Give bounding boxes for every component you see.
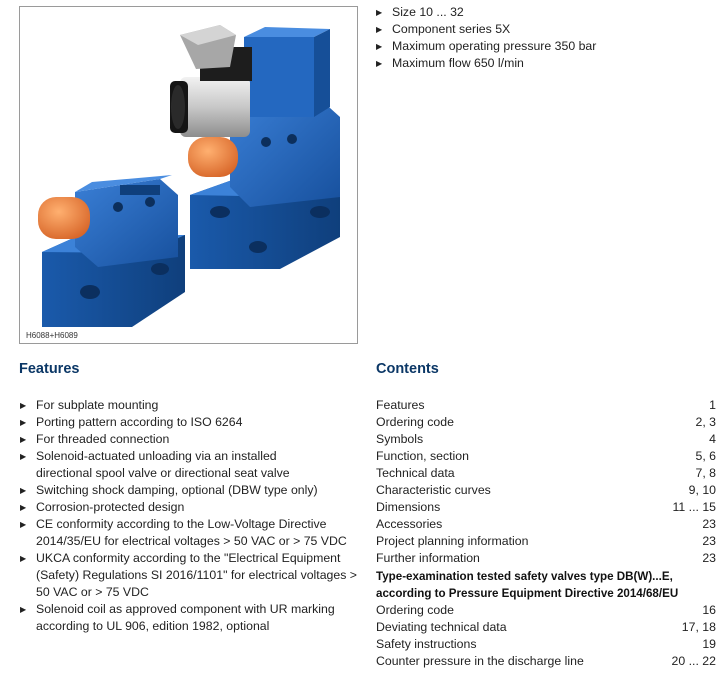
toc-label: Function, section — [376, 449, 469, 463]
spec-list — [375, 4, 596, 72]
toc-row[interactable] — [376, 653, 716, 670]
toc-page: 9, 10 — [688, 483, 716, 497]
toc-row[interactable] — [376, 533, 716, 550]
toc-row[interactable] — [376, 431, 716, 448]
toc-row[interactable] — [376, 636, 716, 653]
toc-subsection-heading: Type-examination tested safety valves type DB(W)...E, according to Pressure Equipment Directive 2014/68/EU — [376, 570, 679, 600]
toc-row[interactable] — [376, 499, 716, 516]
spec-item: ▶ Maximum flow 650 l/min — [375, 55, 596, 72]
toc-label: Characteristic curves — [376, 483, 491, 497]
features-heading: Features — [19, 361, 80, 377]
toc-row[interactable] — [376, 414, 716, 431]
toc-label: Counter pressure in the discharge line — [376, 654, 584, 668]
feature-item: ▶ For subplate mounting — [19, 397, 364, 414]
toc-label: Ordering code — [376, 603, 454, 617]
feature-item: ▶ CE conformity according to the Low-Voltage Directive 2014/35/EU for electrical voltages > 50 VAC or > 75 VDC — [19, 516, 356, 550]
toc-page: 23 — [702, 551, 716, 565]
toc-label: Project planning information — [376, 534, 529, 548]
spec-item: ▶ Size 10 ... 32 — [375, 4, 596, 21]
toc-row[interactable] — [376, 482, 716, 499]
toc-label: Symbols — [376, 432, 424, 446]
toc-page: 4 — [709, 432, 716, 446]
toc-page: 20 ... 22 — [671, 654, 716, 668]
toc-page: 23 — [702, 534, 716, 548]
feature-item: ▶ Solenoid coil as approved component with UR marking according to UL 906, edition 1982, optional — [19, 601, 371, 635]
left-valve — [38, 175, 185, 327]
toc-row[interactable] — [376, 602, 716, 619]
spec-item: ▶ Maximum operating pressure 350 bar — [375, 38, 596, 55]
toc-label: Ordering code — [376, 415, 454, 429]
feature-item: ▶ Corrosion-protected design — [19, 499, 364, 516]
toc-row[interactable] — [376, 550, 716, 567]
toc-page: 5, 6 — [695, 449, 716, 463]
toc-row[interactable] — [376, 448, 716, 465]
toc-row[interactable] — [376, 465, 716, 482]
valve-illustration — [20, 7, 357, 343]
toc-label: Deviating technical data — [376, 620, 507, 634]
product-photo — [19, 6, 358, 344]
toc-page: 1 — [709, 398, 716, 412]
toc-label: Safety instructions — [376, 637, 477, 651]
toc-page: 7, 8 — [695, 466, 716, 480]
feature-item: ▶ Switching shock damping, optional (DBW type only) — [19, 482, 364, 499]
toc-label: Further information — [376, 551, 480, 565]
toc-label: Dimensions — [376, 500, 441, 514]
toc-page: 23 — [702, 517, 716, 531]
features-list — [19, 397, 364, 635]
table-of-contents — [376, 397, 716, 670]
toc-page: 17, 18 — [681, 620, 716, 634]
toc-page: 16 — [702, 603, 716, 617]
toc-label: Accessories — [376, 517, 443, 531]
toc-page: 19 — [702, 637, 716, 651]
spec-item: ▶ Component series 5X — [375, 21, 596, 38]
toc-label: Features — [376, 398, 425, 412]
toc-row[interactable] — [376, 397, 716, 414]
toc-row[interactable] — [376, 516, 716, 533]
feature-item: ▶ Solenoid-actuated unloading via an installed directional spool valve or directional seat valve — [19, 448, 336, 482]
feature-item: ▶ For threaded connection — [19, 431, 364, 448]
photo-caption: H6088+H6089 — [26, 331, 78, 340]
right-valve — [170, 25, 340, 269]
toc-row[interactable] — [376, 619, 716, 636]
toc-page: 11 ... 15 — [672, 500, 716, 514]
contents-heading: Contents — [376, 361, 439, 377]
feature-item: ▶ Porting pattern according to ISO 6264 — [19, 414, 364, 431]
feature-item: ▶ UKCA conformity according to the "Electrical Equipment (Safety) Regulations SI 2016/1101" for electrical voltages > 50 VAC or > 75 VDC — [19, 550, 361, 601]
toc-label: Technical data — [376, 466, 455, 480]
toc-page: 2, 3 — [695, 415, 716, 429]
